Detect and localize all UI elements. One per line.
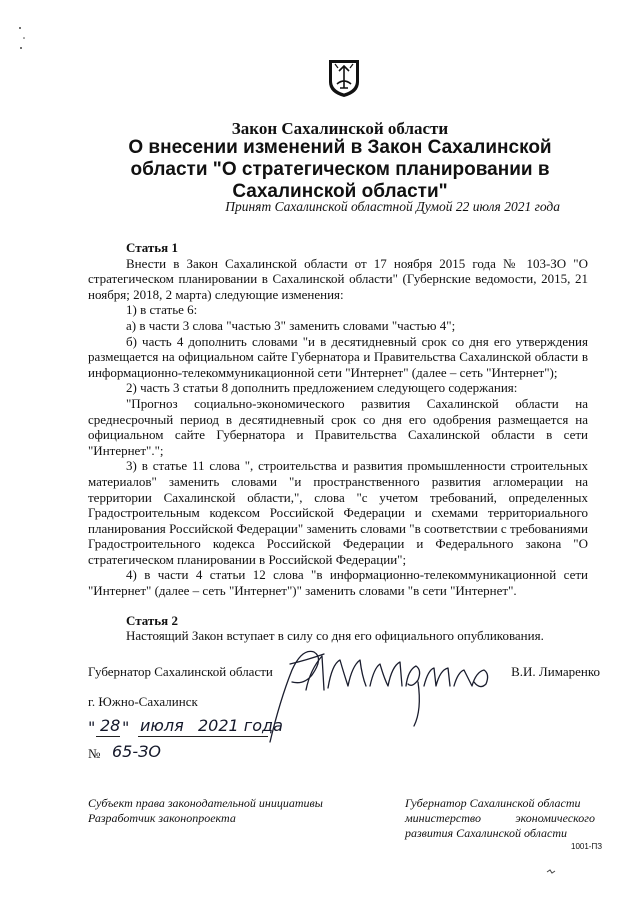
article-1-paragraph: "Прогноз социально-экономического развития Сахалинской области на среднесрочный период в десятидневный срок со дня его одобрения размещается на официальном сайте Губернатора и Правительства Сахалинской области в сети "Интернет"."; [88,395,588,458]
footer-right: Губернатор Сахалинской области министерство экономического развития Сахалинской области [405,796,595,840]
city: г. Южно-Сахалинск [88,694,198,709]
article-1-paragraph: 1) в статье 6: [126,302,198,318]
article-2-heading: Статья 2 [126,612,178,628]
number-value: 65-ЗО [112,742,161,761]
date-quote-close: " [122,718,130,737]
article-2-paragraph: Настоящий Закон вступает в силу со дня его официального опубликования. [126,628,544,644]
coat-of-arms-icon [327,58,361,98]
law-number [88,742,161,762]
law-body [88,240,588,644]
article-1-heading: Статья 1 [126,240,178,255]
scan-speck-icon [16,24,30,54]
law-subject: О внесении изменений в Закон Сахалинской области "О стратегическом планировании в Сахалинской области" [128,137,552,202]
signatory-position: Губернатор Сахалинской области [88,664,273,679]
article-1-paragraph: 3) в статье 11 слова ", строительства и развития промышленности строительных материалов" заменить словами "и пространственного развития агломерации на территории Сахалинской области,", слова "с учетом требований, определенных Градостроительным кодексом Российской Федерации и схемами территориального планирования Российской Федерации" заменить словами "в соответствии с требованиями Градостроительного кодекса Российской Федерации и Федерального закона "О стратегическом планировании в Российской Федерации"; [88,458,588,567]
law-title: Закон Сахалинской области [231,119,449,138]
article-1-paragraph: а) в части 3 слова "частью 3" заменить словами "частью 4"; [126,317,456,333]
date-day: 28 [100,716,121,735]
date-quote-open: " [88,718,96,737]
footer-left: Субъект права законодательной инициативы Разработчик законопроекта [88,796,323,825]
signing-date [88,716,288,740]
date-year: 2021 года [198,716,283,735]
article-1-paragraph: 2) часть 3 статьи 8 дополнить предложением следующего содержания: [126,380,518,396]
article-1-paragraph: 4) в части 4 статьи 12 слова "в информационно-телекоммуникационной сети "Интернет" (далее – сеть "Интернет")" заменить словами "в сети "Интернет". [88,567,588,599]
form-code: 1001-ПЗ [571,842,603,851]
scan-speck-icon [546,868,556,876]
article-1-paragraph: б) часть 4 дополнить словами "и в десятидневный срок со дня его утверждения размещается на официальном сайте Губернатора и Правительства Сахалинской области в информационно-телекоммуникационной сети "Интернет" (далее – сеть "Интернет"); [88,333,588,380]
article-1-paragraph: Внести в Закон Сахалинской области от 17 ноября 2015 года № 103-ЗО "О стратегическом планировании в Сахалинской области" (Губернские ведомости, 2015, 21 ноября; 2018, 2 марта) следующие изменения: [88,255,588,302]
handwritten-signature [262,630,512,750]
signatory-name: В.И. Лимаренко [511,664,600,679]
adoption-note: Принят Сахалинской областной Думой 22 июля 2021 года [225,199,560,214]
date-month: июля [140,716,184,735]
number-sign: № [88,746,101,761]
